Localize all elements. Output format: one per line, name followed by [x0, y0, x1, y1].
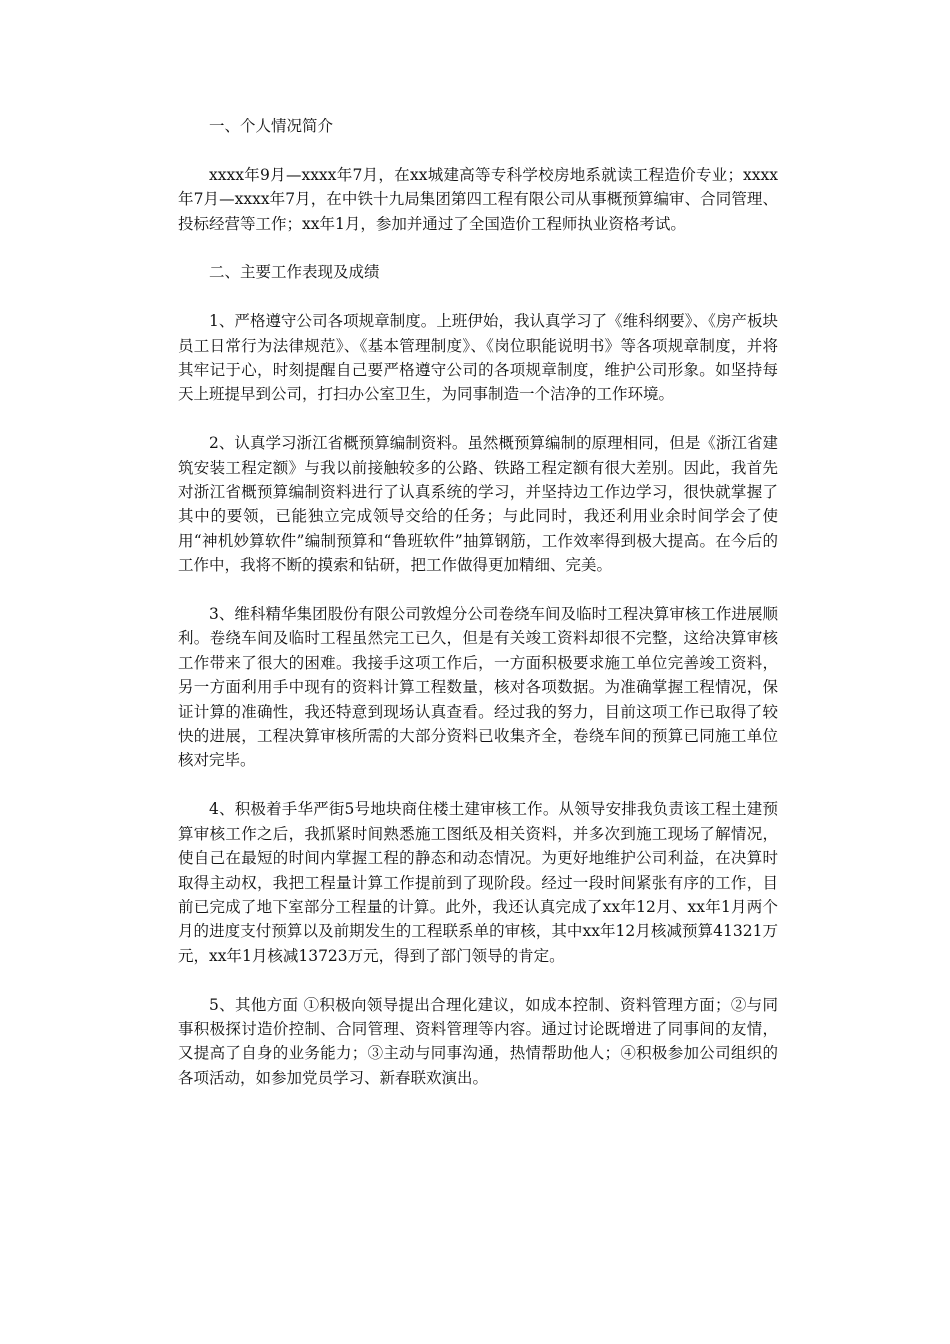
work-item-4-paragraph: 4、积极着手华严街5号地块商住楼土建审核工作。从领导安排我负责该工程土建预算审核工作之后，我抓紧时间熟悉施工图纸及相关资料，并多次到施工现场了解情况，使自己在最短的时间内掌握工程的静态和动态情况。为更好地维护公司利益，在决算时取得主动权，我把工程量计算工作提前到了现阶段。经过一段时间紧张有序的工作，目前已完成了地下室部分工程量的计算。此外，我还认真完成了xx年12月、xx年1月两个月的进度支付预算以及前期发生的工程联系单的审核，其中xx年12月核减预算41321万元，xx年1月核减13723万元，得到了部门领导的肯定。 — [178, 800, 778, 965]
section-heading-personal-info: 一、个人情况简介 — [209, 117, 334, 135]
work-item-1-paragraph: 1、严格遵守公司各项规章制度。上班伊始，我认真学习了《维科纲要》、《房产板块员工日常行为法律规范》、《基本管理制度》、《岗位职能说明书》等各项规章制度，并将其牢记于心，时刻提醒自己要严格遵守公司的各项规章制度，维护公司形象。如坚持每天上班提早到公司，打扫办公室卫生，为同事制造一个洁净的工作环境。 — [178, 312, 778, 404]
work-item-3-paragraph: 3、维科精华集团股份有限公司敦煌分公司卷绕车间及临时工程决算审核工作进展顺利。卷绕车间及临时工程虽然完工已久，但是有关竣工资料却很不完整，这给决算审核工作带来了很大的困难。我接手这项工作后，一方面积极要求施工单位完善竣工资料，另一方面利用手中现有的资料计算工程数量，核对各项数据。为准确掌握工程情况，保证计算的准确性，我还特意到现场认真查看。经过我的努力，目前这项工作已取得了较快的进展，工程决算审核所需的大部分资料已收集齐全，卷绕车间的预算已同施工单位核对完毕。 — [178, 605, 778, 770]
work-item-5-paragraph: 5、其他方面 ①积极向领导提出合理化建议，如成本控制、资料管理方面；②与同事积极探讨造价控制、合同管理、资料管理等内容。通过讨论既增进了同事间的友情，又提高了自身的业务能力；③主动与同事沟通，热情帮助他人；④积极参加公司组织的各项活动，如参加党员学习、新春联欢演出。 — [178, 995, 778, 1087]
section-heading-work-performance: 二、主要工作表现及成绩 — [209, 263, 380, 282]
work-item-2-paragraph: 2、认真学习浙江省概预算编制资料。虽然概预算编制的原理相同，但是《浙江省建筑安装工程定额》与我以前接触较多的公路、铁路工程定额有很大差别。因此，我首先对浙江省概预算编制资料进行了认真系统的学习，并坚持边工作边学习，很快就掌握了其中的要领，已能独立完成领导交给的任务；与此同时，我还利用业余时间学会了使用“神机妙算软件”编制预算和“鲁班软件”抽算钢筋，工作效率得到极大提高。在今后的工作中，我将不断的摸索和钻研，把工作做得更加精细、完美。 — [178, 434, 778, 575]
document-body — [178, 114, 778, 1115]
personal-info-paragraph: xxxx年9月—xxxx年7月，在xx城建高等专科学校房地系就读工程造价专业；xxxx年7月—xxxx年7月，在中铁十九局集团第四工程有限公司从事概预算编审、合同管理、投标经营等工作；xx年1月，参加并通过了全国造价工程师执业资格考试。 — [178, 165, 778, 233]
